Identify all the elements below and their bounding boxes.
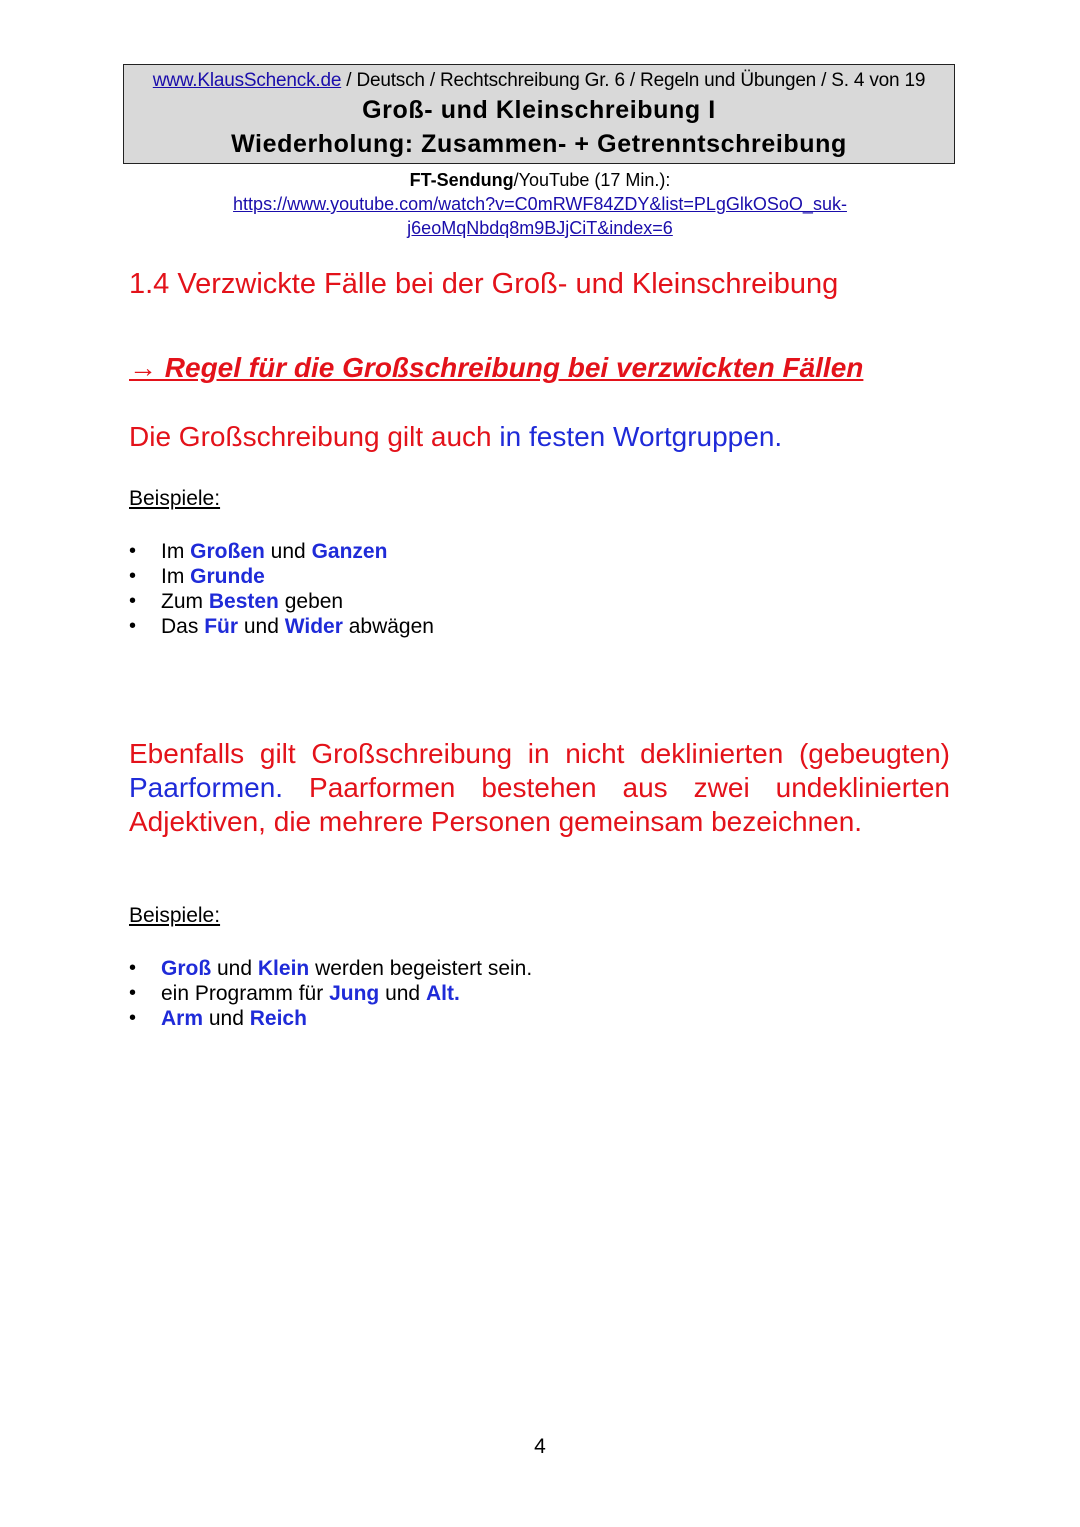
site-link[interactable]: www.KlausSchenck.de bbox=[152, 70, 342, 91]
list-item: • Das Für und Wider abwägen bbox=[129, 614, 434, 639]
header-subtitle: Wiederholung: Zusammen- + Getrenntschreibung bbox=[231, 130, 847, 158]
video-url-line1[interactable]: https://www.youtube.com/watch?v=C0mRWF84ZDY&list=PLgGlkOSoO_suk- bbox=[233, 194, 847, 214]
header-box bbox=[123, 64, 955, 164]
list-item: • Im Grunde bbox=[129, 564, 434, 589]
list-item: • Zum Besten geben bbox=[129, 589, 434, 614]
examples-label-2: Beispiele: bbox=[129, 904, 221, 927]
section-heading: 1.4 Verzwickte Fälle bei der Groß- und Kleinschreibung bbox=[129, 268, 839, 300]
breadcrumb bbox=[124, 69, 954, 93]
list-item: • Im Großen und Ganzen bbox=[129, 539, 434, 564]
paarformen-paragraph: Ebenfalls gilt Großschreibung in nicht deklinierten (gebeugten) Paarformen. Paarformen bestehen aus zwei undeklinierten Adjektiven, die mehrere Personen gemeinsam bezeichnen. bbox=[129, 738, 950, 837]
rule-heading: → Regel für die Großschreibung bei verzwickten Fällen bbox=[129, 352, 864, 383]
video-reference bbox=[0, 168, 1080, 240]
list-item: • ein Programm für Jung und Alt. bbox=[129, 981, 532, 1006]
page-number: 4 bbox=[534, 1435, 546, 1458]
list-item: • Arm und Reich bbox=[129, 1006, 532, 1031]
video-label bbox=[0, 168, 1080, 192]
statement-part2: in festen Wortgruppen. bbox=[499, 421, 783, 452]
examples-list-2 bbox=[129, 956, 532, 1031]
examples-label-1: Beispiele: bbox=[129, 487, 221, 510]
list-item: • Groß und Klein werden begeistert sein. bbox=[129, 956, 532, 981]
rule-statement bbox=[129, 421, 782, 453]
video-url-line2[interactable]: j6eoMqNbdq8m9BJjCiT&index=6 bbox=[407, 218, 673, 238]
video-label-rest: /YouTube (17 Min.): bbox=[513, 170, 671, 190]
video-label-bold: FT-Sendung bbox=[409, 170, 514, 190]
statement-part1: Die Großschreibung gilt auch bbox=[129, 421, 500, 452]
examples-list-1 bbox=[129, 539, 434, 639]
breadcrumb-path: / Deutsch / Rechtschreibung Gr. 6 / Regeln und Übungen / S. 4 von 19 bbox=[341, 70, 926, 91]
header-title: Groß- und Kleinschreibung I bbox=[362, 96, 716, 124]
